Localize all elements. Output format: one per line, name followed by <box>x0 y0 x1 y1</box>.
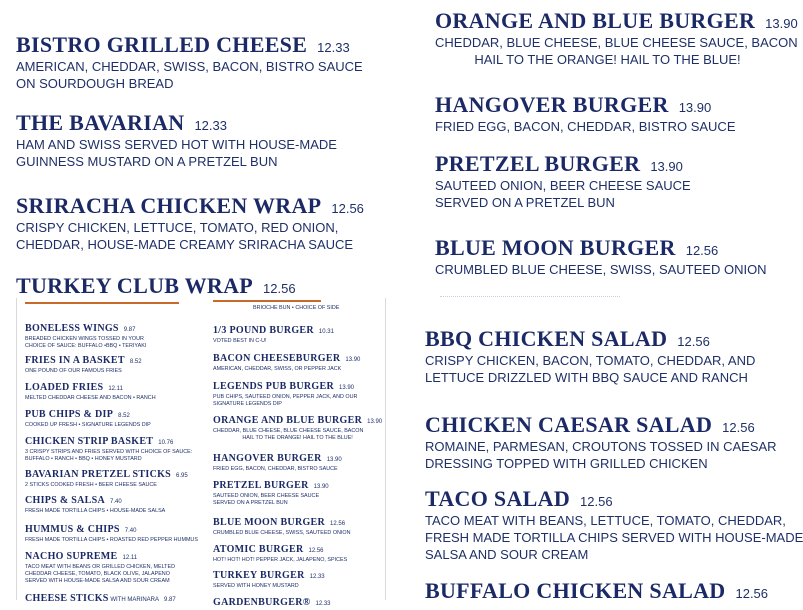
item-description: AMERICAN, CHEDDAR, SWISS, OR PEPPER JACK <box>213 366 342 372</box>
item-title: BLUE MOON BURGER <box>213 517 326 528</box>
item-description: CRISPY CHICKEN, BACON, TOMATO, CHEDDAR, AND <box>425 353 756 368</box>
item-title: GARDENBURGER® <box>213 597 311 608</box>
item-description: CHEDDAR, BLUE CHEESE, BLUE CHEESE SAUCE, BACON <box>435 35 798 50</box>
item-title: PRETZEL BURGER <box>435 151 641 176</box>
item-description: SALSA AND SOUR CREAM <box>425 547 589 562</box>
menu-item-chicken-strip-basket <box>25 431 192 463</box>
menu-item-chips-salsa <box>25 490 165 515</box>
item-price: 12.56 <box>735 586 769 601</box>
item-price: 9.87 <box>164 597 176 603</box>
item-description: VOTED BEST IN C-U! <box>213 338 267 344</box>
item-description: FRESH MADE TORTILLA CHIPS • HOUSE-MADE SALSA <box>25 508 166 514</box>
item-price: 13.90 <box>345 357 361 363</box>
menu-item-legends-pub-burger <box>213 376 357 408</box>
item-description: AMERICAN, CHEDDAR, SWISS, BACON, BISTRO SAUCE <box>16 59 363 74</box>
menu-item-pretzel-burger <box>213 475 329 507</box>
item-description: SERVED ON A PRETZEL BUN <box>435 195 615 210</box>
item-description: FRESH MADE TORTILLA CHIPS • ROASTED RED PEPPER HUMMUS <box>25 537 198 543</box>
item-title: CHICKEN CAESAR SALAD <box>425 412 713 437</box>
item-title: ORANGE AND BLUE BURGER <box>435 8 756 33</box>
menu-item-boneless-wings <box>25 318 146 350</box>
item-title: CHEESE STICKS <box>25 593 109 604</box>
menu-item-blue-moon-burger <box>213 512 351 537</box>
menu-item-hangover-burger <box>213 448 342 473</box>
item-description: 3 CRISPY STRIPS AND FRIES SERVED WITH CHOICE OF SAUCE: <box>25 449 193 455</box>
item-title: BAVARIAN PRETZEL STICKS <box>25 469 172 480</box>
item-title: TURKEY BURGER <box>213 570 305 581</box>
item-description: CRUMBLED BLUE CHEESE, SWISS, SAUTEED ONION <box>213 530 351 536</box>
item-title: SRIRACHA CHICKEN WRAP <box>16 193 322 218</box>
item-price: 9.87 <box>123 327 136 333</box>
menu-item-turkey-club-wrap <box>16 273 296 299</box>
item-title: CHICKEN STRIP BASKET <box>25 436 154 447</box>
menu-item-sriracha-chicken-wrap <box>16 193 364 253</box>
item-description: SIGNATURE LEGENDS DIP <box>213 401 282 407</box>
item-price: 7.40 <box>124 528 137 534</box>
item-price: 13.90 <box>367 419 383 425</box>
item-price: 12.56 <box>677 334 710 349</box>
item-title: ATOMIC BURGER <box>213 544 304 555</box>
item-description: 2 STICKS COOKED FRESH • BEER CHEESE SAUCE <box>25 482 157 488</box>
item-description: GUINNESS MUSTARD ON A PRETZEL BUN <box>16 154 278 169</box>
item-description: CRISPY CHICKEN, LETTUCE, TOMATO, RED ONION, <box>16 220 339 235</box>
item-subtitle: WITH MARINARA <box>108 597 159 603</box>
item-price: 13.90 <box>313 484 329 490</box>
item-title: ORANGE AND BLUE BURGER <box>213 415 363 426</box>
menu-item-cheese-sticks <box>25 588 176 606</box>
menu-item-atomic-burger <box>213 539 347 564</box>
item-title: HUMMUS & CHIPS <box>25 524 120 535</box>
menu-item-nacho-supreme <box>25 546 175 585</box>
item-description: DRESSING TOPPED WITH GRILLED CHICKEN <box>425 456 708 471</box>
item-description: TACO MEAT WITH BEANS OR GRILLED CHICKEN, MELTED <box>25 564 175 570</box>
item-title: THE BAVARIAN <box>16 110 185 135</box>
item-price: 12.33 <box>315 601 331 607</box>
item-description: HOT! HOT! HOT! PEPPER JACK, JALAPENO, SPICES <box>213 557 348 563</box>
item-price: 12.33 <box>309 574 325 580</box>
item-description: FRIED EGG, BACON, CHEDDAR, BISTRO SAUCE <box>213 466 338 472</box>
orange-rule <box>25 302 179 304</box>
item-title: CHIPS & SALSA <box>25 495 106 506</box>
item-price: 12.11 <box>108 386 123 392</box>
item-description: ONE POUND OF OUR FAMOUS FRIES <box>25 368 122 374</box>
item-description: FRIED EGG, BACON, CHEDDAR, BISTRO SAUCE <box>435 119 736 134</box>
item-price: 12.56 <box>580 494 613 509</box>
item-title: PRETZEL BURGER <box>213 480 309 491</box>
item-description: HAIL TO THE ORANGE! HAIL TO THE BLUE! <box>242 435 353 441</box>
item-description: MELTED CHEDDAR CHEESE AND BACON • RANCH <box>25 395 156 401</box>
item-description: FRESH MADE TORTILLA CHIPS SERVED WITH HOUSE-MADE <box>425 530 803 545</box>
inset-menu <box>16 298 386 608</box>
item-price: 10.76 <box>158 440 174 446</box>
inset-header-note: BRIOCHE BUN • CHOICE OF SIDE <box>253 305 340 311</box>
item-price: 8.52 <box>129 359 142 365</box>
item-title: BACON CHEESEBURGER <box>213 353 341 364</box>
item-description: CHOICE OF SAUCE: BUFFALO •BBQ • TERIYAKI <box>25 343 147 349</box>
item-description: TACO MEAT WITH BEANS, LETTUCE, TOMATO, CHEDDAR, <box>425 513 786 528</box>
item-title: BUFFALO CHICKEN SALAD <box>425 578 726 603</box>
menu-item-the-bavarian <box>16 110 337 170</box>
item-price: 6.95 <box>176 473 188 479</box>
menu-item-bavarian-pretzel-sticks <box>25 464 188 489</box>
menu-item-pub-chips-dip <box>25 404 151 429</box>
item-title: BLUE MOON BURGER <box>435 235 676 260</box>
menu-item-bacon-cheeseburger <box>213 348 360 373</box>
item-title: LEGENDS PUB BURGER <box>213 381 334 392</box>
item-price: 10.31 <box>318 329 334 335</box>
item-title: BONELESS WINGS <box>25 323 119 334</box>
item-price: 8.52 <box>118 413 130 419</box>
item-title: FRIES IN A BASKET <box>25 355 125 366</box>
item-price: 13.90 <box>338 385 354 391</box>
item-description: HAM AND SWISS SERVED HOT WITH HOUSE-MADE <box>16 137 337 152</box>
item-title: HANGOVER BURGER <box>435 92 669 117</box>
menu-item-loaded-fries <box>25 377 156 402</box>
item-price: 12.33 <box>317 40 350 55</box>
item-price: 12.11 <box>122 555 138 561</box>
item-title: TACO SALAD <box>425 486 571 511</box>
item-title: PUB CHIPS & DIP <box>25 409 114 420</box>
item-title: BBQ CHICKEN SALAD <box>425 326 668 351</box>
item-description: ROMAINE, PARMESAN, CROUTONS TOSSED IN CAESAR <box>425 439 777 454</box>
item-title: BISTRO GRILLED CHEESE <box>16 32 308 57</box>
item-description: ON SOURDOUGH BREAD <box>16 76 174 91</box>
menu-item-orange-and-blue-burger <box>213 410 382 442</box>
item-title: HANGOVER BURGER <box>213 453 322 464</box>
item-description: LETTUCE DRIZZLED WITH BBQ SAUCE AND RANCH <box>425 370 748 385</box>
menu-item-chicken-caesar-salad <box>425 412 777 472</box>
item-title: LOADED FRIES <box>25 382 104 393</box>
item-price: 7.40 <box>110 499 122 505</box>
item-description: CHEDDAR, BLUE CHEESE, BLUE CHEESE SAUCE, BACON <box>213 428 364 434</box>
item-description: BUFFALO • RANCH • BBQ • HONEY MUSTARD <box>25 456 142 462</box>
menu-item-1-3-pound-burger <box>213 320 334 345</box>
menu-item-blue-moon-burger <box>435 235 767 278</box>
item-description: SERVED WITH HOUSE-MADE SALSA AND SOUR CREAM <box>25 578 170 584</box>
item-description: CRUMBLED BLUE CHEESE, SWISS, SAUTEED ONION <box>435 262 767 277</box>
menu-item-taco-salad <box>425 486 803 563</box>
item-description: HAIL TO THE ORANGE! HAIL TO THE BLUE! <box>474 52 741 67</box>
item-price: 12.56 <box>308 548 324 554</box>
item-description: SERVED ON A PRETZEL BUN <box>213 500 288 506</box>
item-price: 13.90 <box>678 100 712 115</box>
menu-item-turkey-burger <box>213 565 325 590</box>
item-price: 12.56 <box>685 243 719 258</box>
menu-item-buffalo-chicken-salad <box>425 578 768 604</box>
menu-item-hangover-burger <box>435 92 736 135</box>
menu-item-hummus-chips <box>25 519 198 544</box>
item-price: 13.90 <box>650 159 683 174</box>
item-description: BREADED CHICKEN WINGS TOSSED IN YOUR <box>25 336 144 342</box>
item-description: COOKED UP FRESH • SIGNATURE LEGENDS DIP <box>25 422 151 428</box>
item-price: 13.90 <box>765 16 798 31</box>
item-title: NACHO SUPREME <box>25 551 118 562</box>
item-description: SERVED WITH HONEY MUSTARD <box>213 583 299 589</box>
item-price: 12.56 <box>263 281 296 296</box>
menu-item-fries-in-a-basket <box>25 350 142 375</box>
item-price: 12.56 <box>331 201 364 216</box>
menu-item-gardenburger <box>213 592 331 610</box>
item-description: SAUTEED ONION, BEER CHEESE SAUCE <box>435 178 691 193</box>
orange-rule <box>213 300 321 302</box>
item-price: 12.56 <box>722 420 755 435</box>
menu-item-bistro-grilled-cheese <box>16 32 363 92</box>
item-description: PUB CHIPS, SAUTEED ONION, PEPPER JACK, AND OUR <box>213 394 358 400</box>
item-price: 12.33 <box>194 118 227 133</box>
item-description: CHEDDAR CHEESE, TOMATO, BLACK OLIVE, JALAPENO <box>25 571 170 577</box>
divider <box>440 296 620 298</box>
item-price: 13.90 <box>326 457 342 463</box>
item-description: CHEDDAR, HOUSE-MADE CREAMY SRIRACHA SAUCE <box>16 237 354 252</box>
menu-item-bbq-chicken-salad <box>425 326 755 386</box>
menu-item-pretzel-burger <box>435 151 691 211</box>
item-title: TURKEY CLUB WRAP <box>16 273 254 298</box>
item-price: 12.56 <box>330 521 346 527</box>
menu-item-orange-and-blue-burger <box>435 8 798 68</box>
item-title: 1/3 POUND BURGER <box>213 325 314 336</box>
item-description: SAUTEED ONION, BEER CHEESE SAUCE <box>213 493 320 499</box>
